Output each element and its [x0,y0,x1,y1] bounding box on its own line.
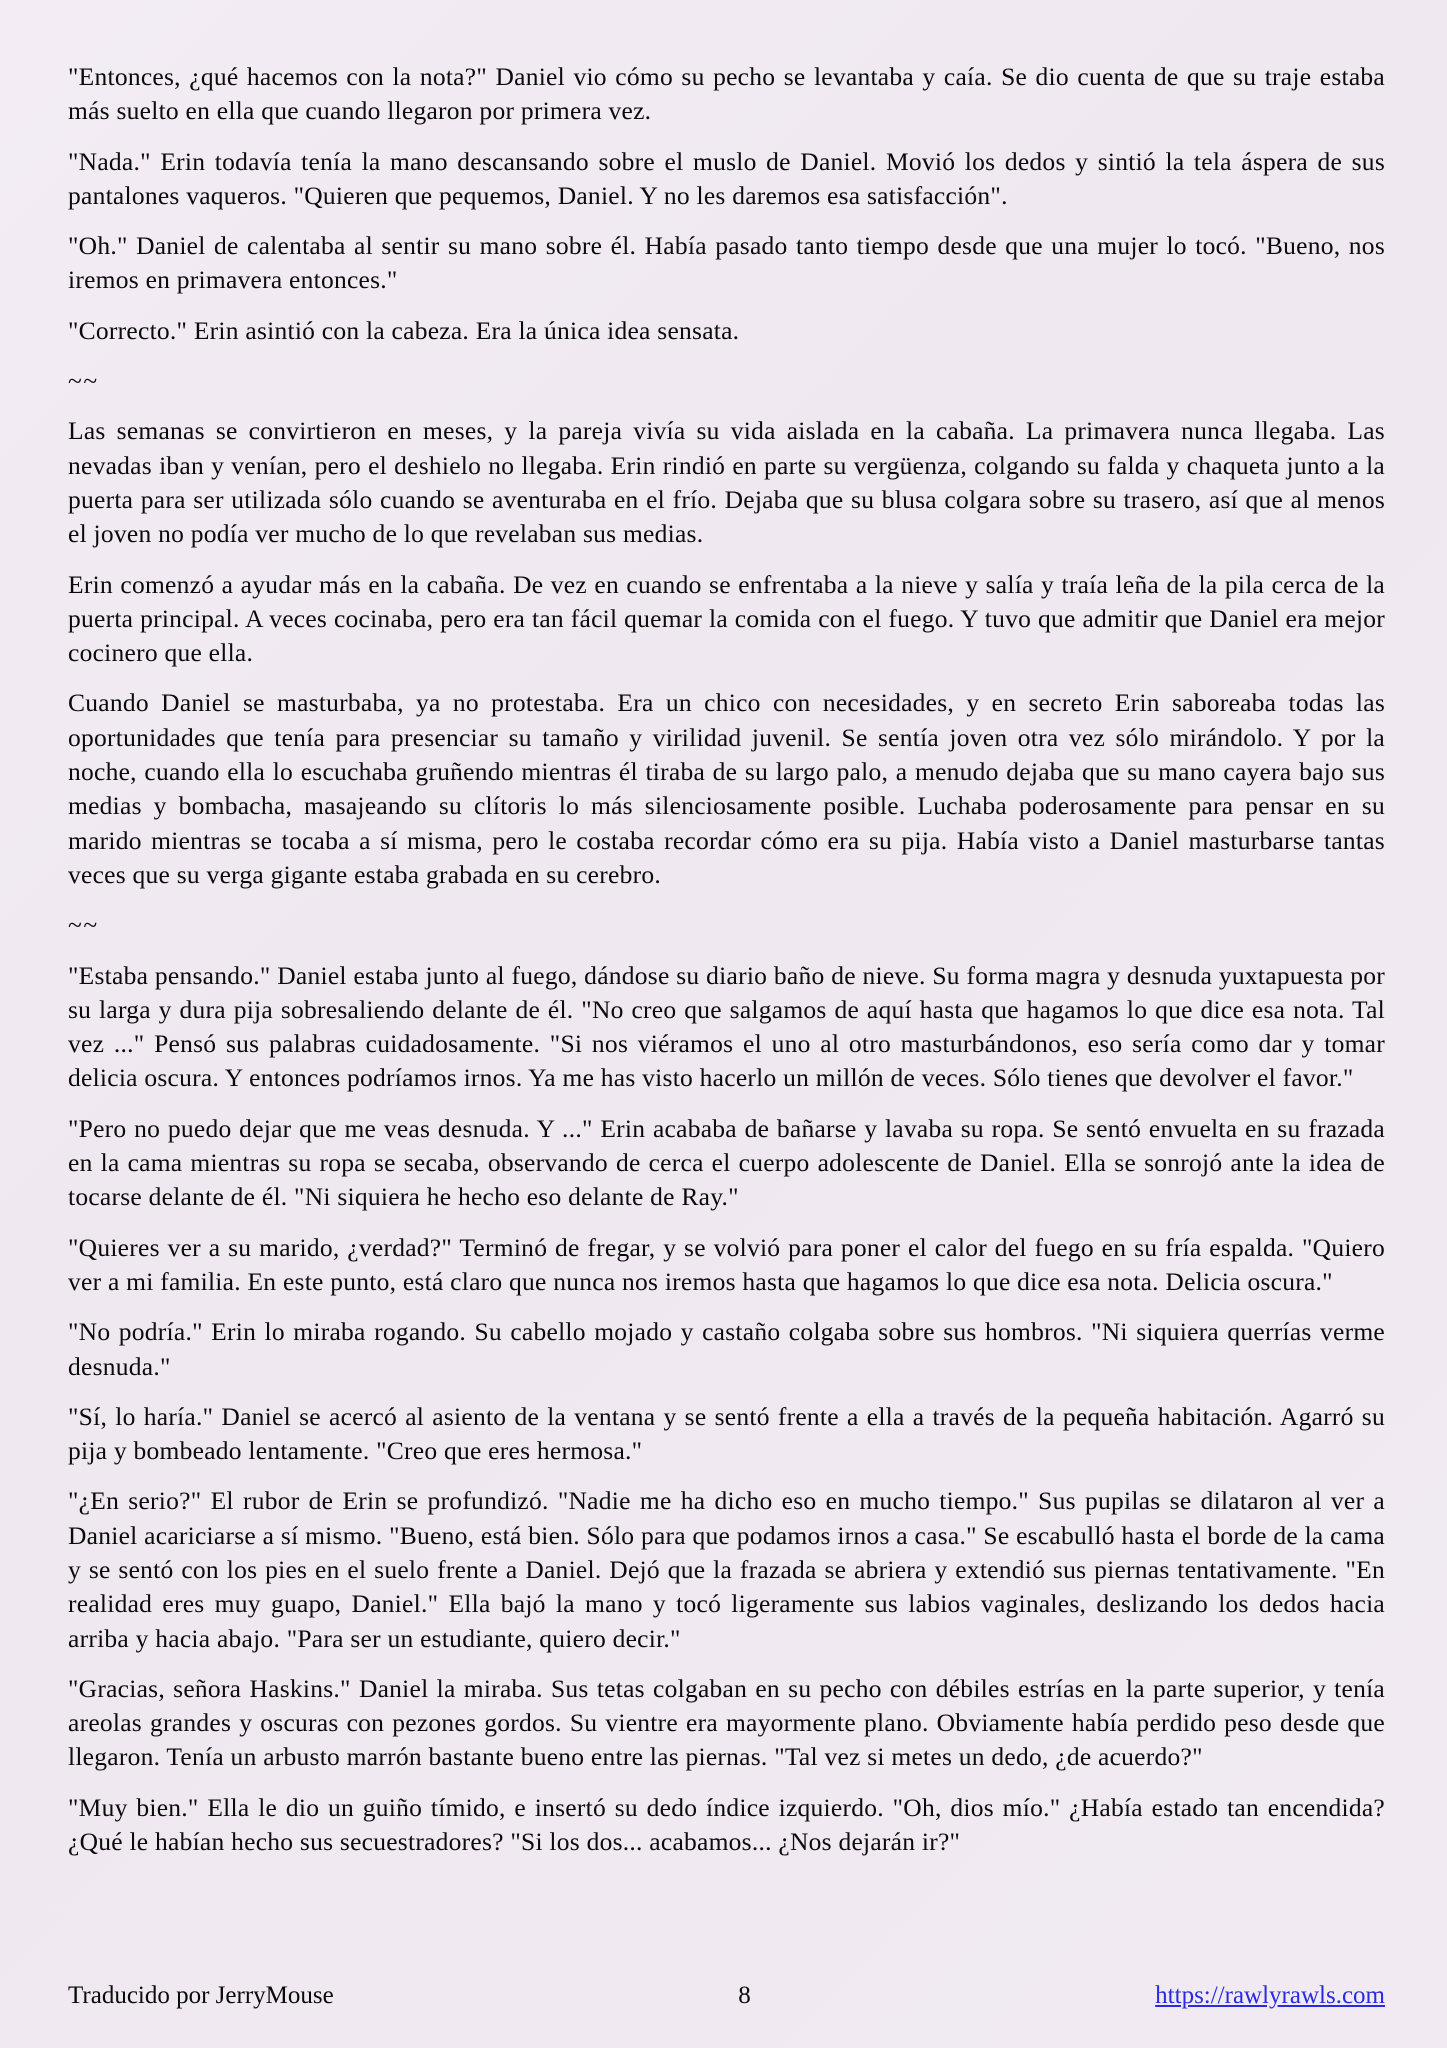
paragraph: "Quieres ver a su marido, ¿verdad?" Terminó de fregar, y se volvió para poner el calor del fuego en su fría espalda. "Quiero ver a mi familia. En este punto, está claro que nunca nos iremos hasta que hagamos lo que dice esa nota. Delicia oscura." [68,1232,1385,1296]
section-separator: ~~ [68,366,99,396]
paragraph: "Pero no puedo dejar que me veas desnuda. Y ..." Erin acababa de bañarse y lavaba su ropa. Se sentó envuelta en su frazada en la cama mientras su ropa se secaba, observando de cerca el cuerpo adolescente de Daniel. Ella se sonrojó ante la idea de tocarse delante de él. "Ni siquiera he hecho eso delante de Ray." [68,1113,1385,1212]
website-link[interactable]: https://rawlyrawls.com [1155,1982,1385,2009]
paragraph: "Correcto." Erin asintió con la cabeza. Era la única idea sensata. [68,315,740,345]
paragraph: "Muy bien." Ella le dio un guiño tímido, e insertó su dedo índice izquierdo. "Oh, dios mío." ¿Había estado tan encendida? ¿Qué le habían hecho sus secuestradores? "Si los dos... acabamos... ¿Nos dejarán ir?" [68,1792,1385,1857]
paragraph: "No podría." Erin lo miraba rogando. Su cabello mojado y castaño colgaba sobre sus hombros. "Ni siquiera querrías verme desnuda." [68,1317,1385,1381]
paragraph: Erin comenzó a ayudar más en la cabaña. De vez en cuando se enfrentaba a la nieve y salía y traía leña de la pila cerca de la puerta principal. A veces cocinaba, pero era tan fácil quemar la comida con el fuego. Y tuvo que admitir que Daniel era mejor cocinero que ella. [68,569,1385,668]
paragraph: Cuando Daniel se masturbaba, ya no protestaba. Era un chico con necesidades, y en secreto Erin saboreaba todas las oportunidades que tenía para presenciar su tamaño y virilidad juvenil. Se sentía joven otra vez sólo mirándolo. Y por la noche, cuando ella lo escuchaba gruñendo mientras él tiraba de su largo palo, a menudo dejaba que su mano cayera bajo sus medias y bombacha, masajeando su clítoris lo más silenciosamente posible. Luchaba poderosamente para pensar en su marido mientras se tocaba a sí misma, pero le costaba recordar cómo era su pija. Había visto a Daniel masturbarse tantas veces que su verga gigante estaba grabada en su cerebro. [68,688,1385,889]
paragraph: Las semanas se convirtieron en meses, y la pareja vivía su vida aislada en la cabaña. La primavera nunca llegaba. Las nevadas iban y venían, pero el deshielo no llegaba. Erin rindió en parte su vergüenza, colgando su falda y chaqueta junto a la puerta para ser utilizada sólo cuando se aventuraba en el frío. Dejaba que su blusa colgara sobre su trasero, así que al menos el joven no podía ver mucho de lo que revelaban sus medias. [68,416,1385,549]
paragraph: "Nada." Erin todavía tenía la mano descansando sobre el muslo de Daniel. Movió los dedos y sintió la tela áspera de sus pantalones vaqueros. "Quieren que pequemos, Daniel. Y no les daremos esa satisfacción". [68,146,1385,210]
paragraph: "Gracias, señora Haskins." Daniel la miraba. Sus tetas colgaban en su pecho con débiles estrías en la parte superior, y tenía areolas grandes y oscuras con pezones gordos. Su vientre era mayormente plano. Obviamente había perdido peso desde que llegaron. Tenía un arbusto marrón bastante bueno entre las piernas. "Tal vez si metes un dedo, ¿de acuerdo?" [68,1673,1385,1772]
section-separator: ~~ [68,910,99,940]
paragraph: "Estaba pensando." Daniel estaba junto al fuego, dándose su diario baño de nieve. Su forma magra y desnuda yuxtapuesta por su larga y dura pija sobresaliendo delante de él. "No creo que salgamos de aquí hasta que hagamos lo que dice esa nota. Tal vez ..." Pensó sus palabras cuidadosamente. "Si nos viéramos el uno al otro masturbándonos, eso sería como dar y tomar delicia oscura. Y entonces podríamos irnos. Ya me has visto hacerlo un millón de veces. Sólo tienes que devolver el favor." [68,960,1385,1093]
translator-credit: Traducido por JerryMouse [68,1982,334,2009]
paragraph: "Oh." Daniel de calentaba al sentir su mano sobre él. Había pasado tanto tiempo desde que una mujer lo tocó. "Bueno, nos iremos en primavera entonces." [68,231,1385,295]
document-body [68,60,1385,1859]
page-number: 8 [738,1982,751,2009]
paragraph: "Sí, lo haría." Daniel se acercó al asiento de la ventana y se sentó frente a ella a través de la pequeña habitación. Agarró su pija y bombeado lentamente. "Creo que eres hermosa." [68,1401,1385,1466]
page-footer [68,1982,1385,2010]
paragraph: "Entonces, ¿qué hacemos con la nota?" Daniel vio cómo su pecho se levantaba y caía. Se dio cuenta de que su traje estaba más suelto en ella que cuando llegaron por primera vez. [68,62,1385,126]
paragraph: "¿En serio?" El rubor de Erin se profundizó. "Nadie me ha dicho eso en mucho tiempo." Sus pupilas se dilataron al ver a Daniel acariciarse a sí mismo. "Bueno, está bien. Sólo para que podamos irnos a casa." Se escabulló hasta el borde de la cama y se sentó con los pies en el suelo frente a Daniel. Dejó que la frazada se abriera y extendió sus piernas tentativamente. "En realidad eres muy guapo, Daniel." Ella bajó la mano y tocó ligeramente sus labios vaginales, deslizando los dedos hacia arriba y hacia abajo. "Para ser un estudiante, quiero decir." [68,1486,1385,1653]
